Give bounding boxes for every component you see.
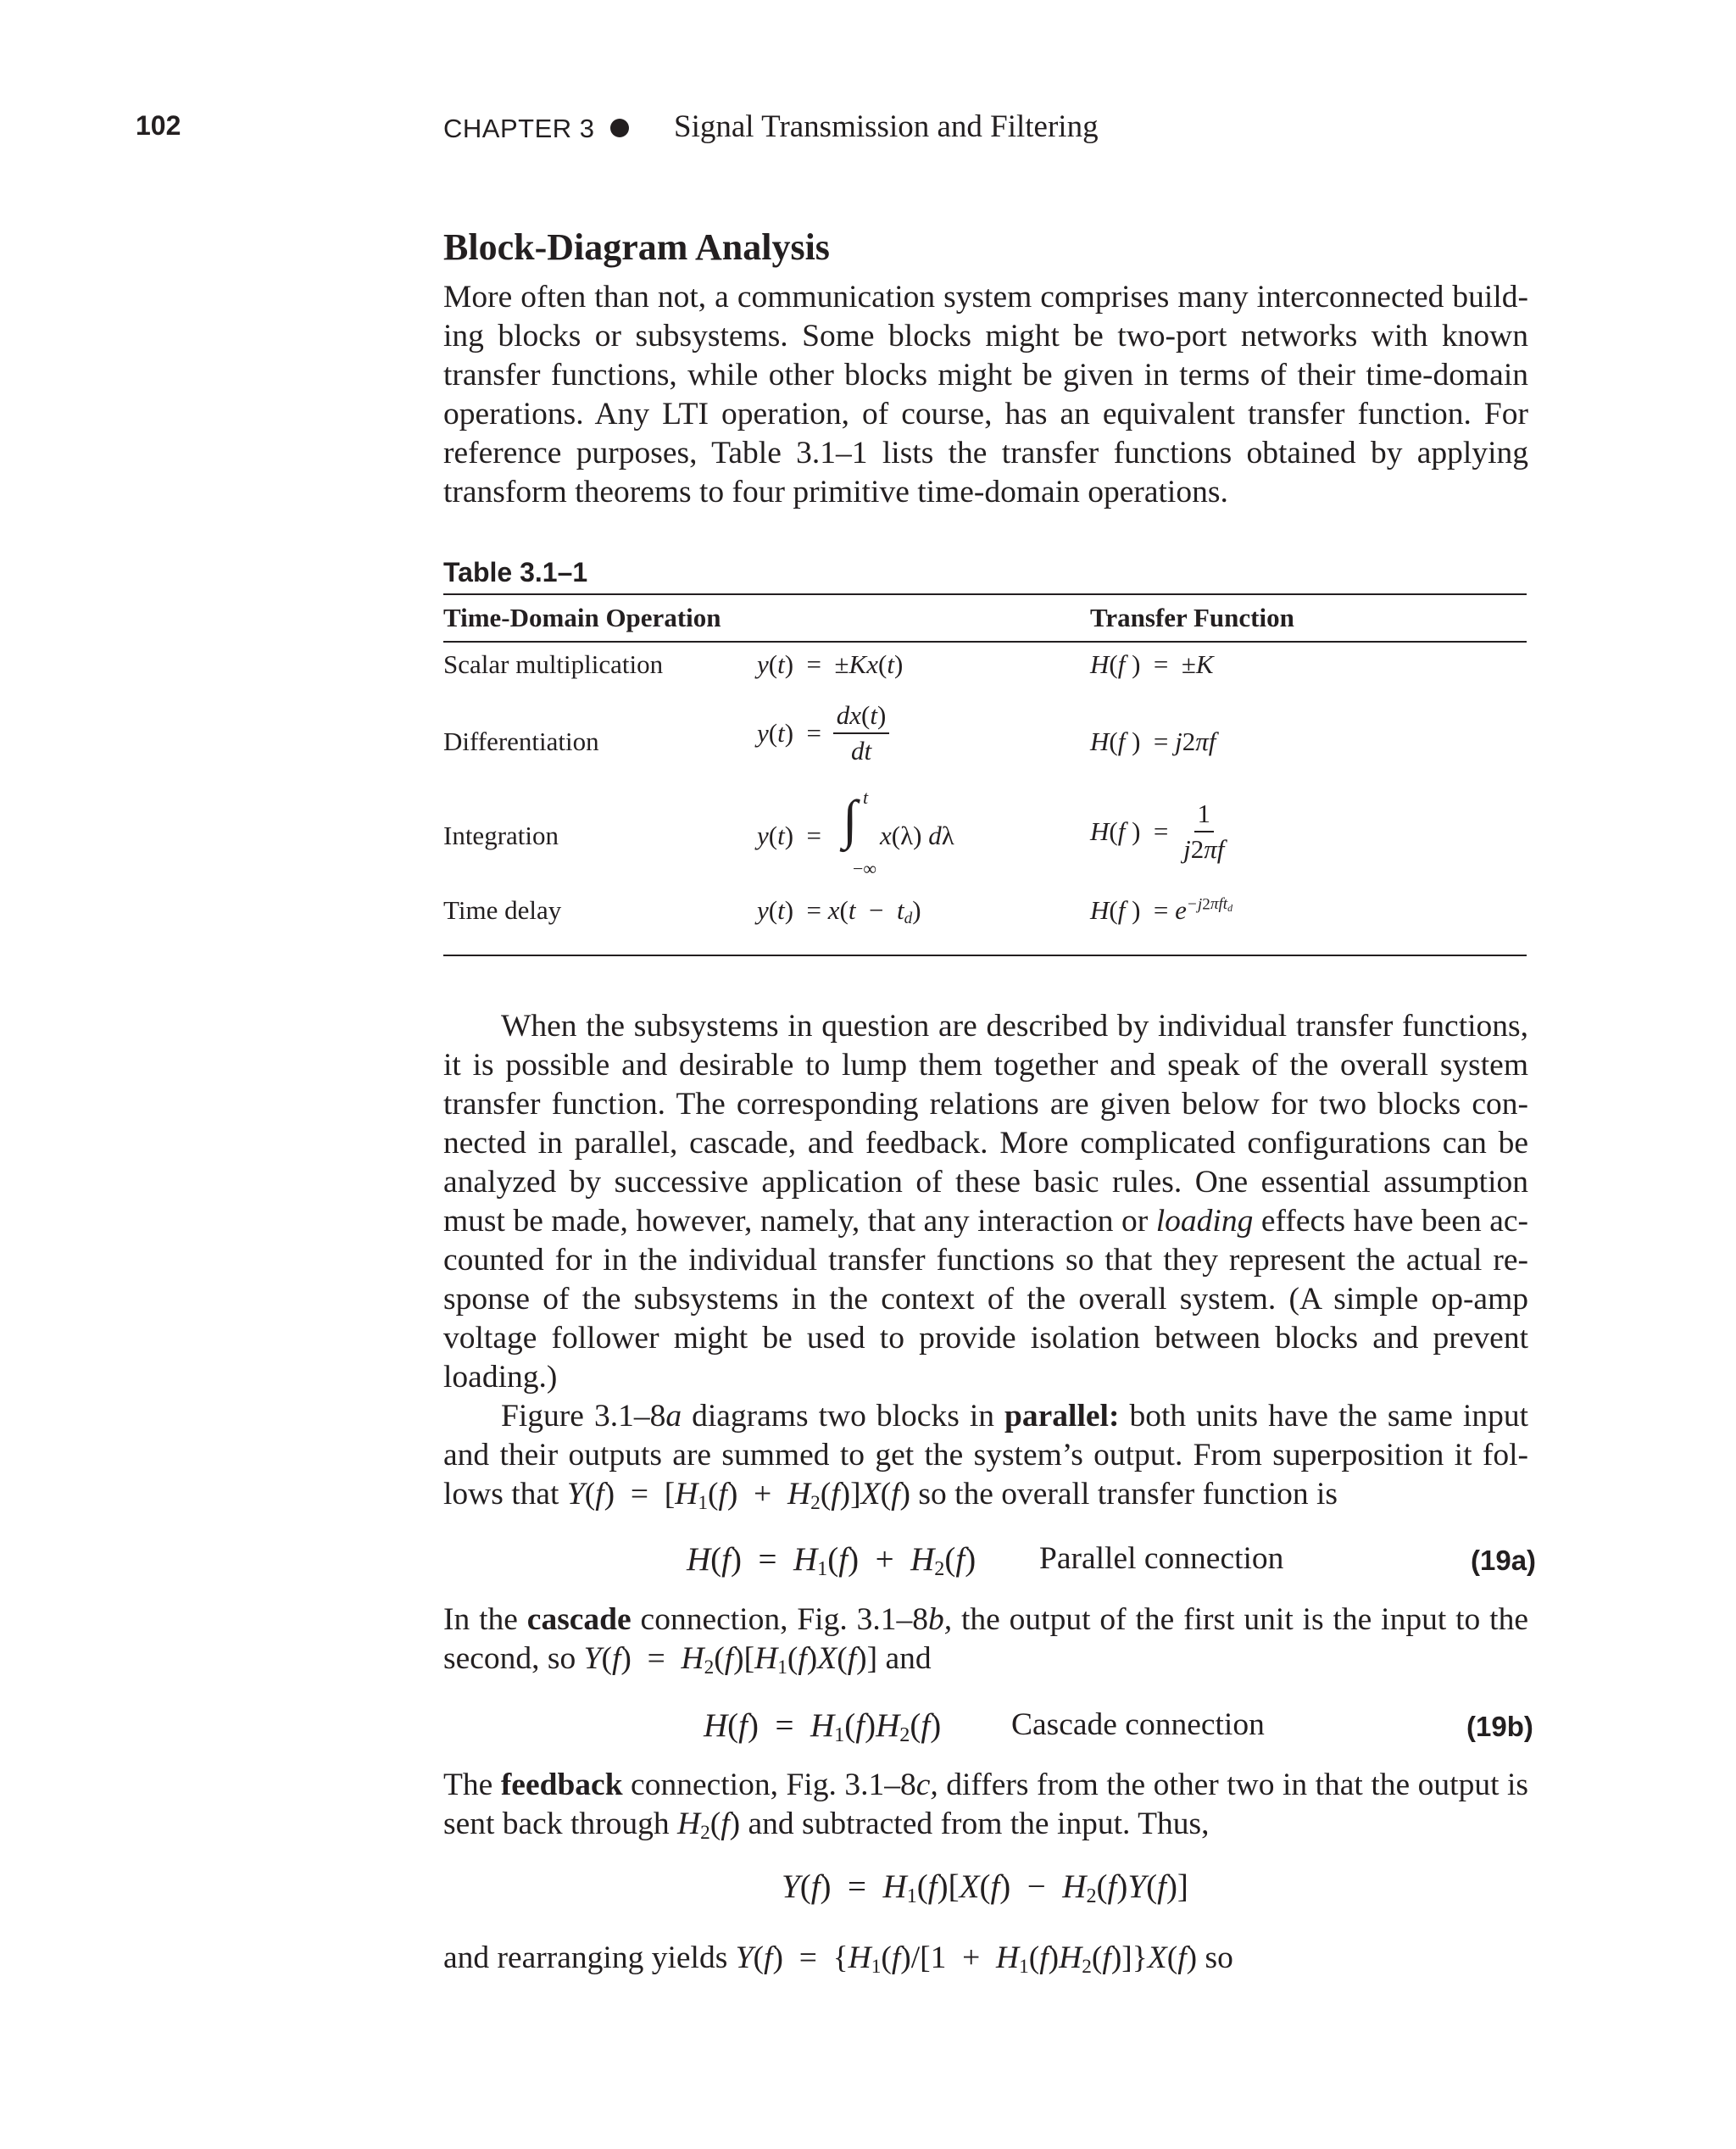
text-line: lows that $Y(f) = [H_1(f) + H_2(f)]X(f)$ so the overall transfer function is — [443, 1477, 1338, 1514]
equation-19a: $H(f) = H_1(f) + H_2(f)$ — [687, 1541, 976, 1581]
table-cell-transfer: H(f ) = $\frac{1}{j2\pi f}$ — [1090, 799, 1225, 864]
section-title: Block-Diagram Analysis — [443, 226, 830, 268]
table-cell-transfer: H(f ) = j2πf — [1090, 727, 1216, 756]
text-line: transfer function. The corresponding relations are given below for two blocks con- — [443, 1087, 1528, 1122]
table-cell-transfer: H(f ) = $e^{-j2\pi ft_d}$ — [1090, 895, 1233, 925]
text-line: voltage follower might be used to provide isolation between blocks and prevent — [443, 1321, 1528, 1356]
text-line: reference purposes, Table 3.1–1 lists the transfer functions obtained by applying — [443, 436, 1528, 470]
text-line: The feedback connection, Fig. 3.1–8c, differs from the other two in that the output is — [443, 1768, 1529, 1802]
text-line: counted for in the individual transfer functions so that they represent the actual re- — [443, 1243, 1528, 1278]
body-paragraph — [443, 1939, 1528, 1978]
table-cell-time-domain: y(t) = $\frac{dx(t)}{dt}$ — [757, 700, 894, 766]
table-header-operation: Time-Domain Operation — [443, 603, 721, 632]
text-line: it is possible and desirable to lump them together and speak of the overall system — [443, 1048, 1528, 1083]
equation-19b: $H(f) = H_1(f)H_2(f)$ — [704, 1707, 942, 1747]
bullet-icon — [610, 119, 629, 137]
text-line: sent back through $H_2(f)$ and subtracted from the input. Thus, — [443, 1807, 1210, 1844]
integral-expression: ∫ t −∞ x(λ) dλ — [843, 787, 954, 879]
text-line: and their outputs are summed to get the system’s output. From superposition it fol- — [443, 1438, 1528, 1473]
text-line: When the subsystems in question are described by individual transfer functions, — [501, 1009, 1528, 1044]
table-bottom-rule — [443, 955, 1527, 956]
table-cell-operation: Scalar multiplication — [443, 649, 664, 679]
page-number: 102 — [136, 110, 181, 141]
equation-19b-tag: (19b) — [1466, 1711, 1533, 1742]
text-line: nected in parallel, cascade, and feedback. More complicated configurations can be — [443, 1126, 1528, 1161]
text-line: In the cascade connection, Fig. 3.1–8b, the output of the first unit is the input to the — [443, 1602, 1528, 1637]
chapter-label: CHAPTER 3 — [443, 114, 595, 143]
body-paragraph — [443, 1007, 1528, 1397]
text-line: More often than not, a communication system comprises many interconnected build- — [443, 280, 1528, 315]
text-line: ing blocks or subsystems. Some blocks might be two-port networks with known — [443, 319, 1528, 354]
table-cell-time-domain: $y(t) = x(t - t_d)$ — [757, 895, 921, 927]
body-paragraph — [443, 1766, 1528, 1844]
equation-19b-label: Cascade connection — [1011, 1707, 1265, 1742]
text-line: operations. Any LTI operation, of course, has an equivalent transfer function. For — [443, 397, 1528, 431]
text-line: transfer functions, while other blocks might be given in terms of their time-domain — [443, 358, 1528, 392]
table-cell-operation: Differentiation — [443, 727, 599, 756]
body-paragraph — [443, 1397, 1528, 1514]
table-top-rule — [443, 593, 1527, 595]
text-line: analyzed by successive application of these basic rules. One essential assumption — [443, 1165, 1528, 1200]
table-cell-time-domain: y(t) = ±Kx(t) — [757, 649, 904, 679]
text-line: sponse of the subsystems in the context of the overall system. (A simple op-amp — [443, 1282, 1528, 1317]
text-line: Figure 3.1–8a diagrams two blocks in parallel: both units have the same input — [501, 1399, 1528, 1434]
table-cell-transfer: H(f ) = ±K — [1090, 649, 1214, 679]
table-caption: Table 3.1–1 — [443, 557, 588, 587]
table-cell-time-domain: y(t) = — [757, 821, 822, 850]
table-cell-operation: Integration — [443, 821, 559, 850]
chapter-title: Signal Transmission and Filtering — [674, 109, 1099, 144]
equation-feedback: $Y(f) = H_1(f)[X(f) - H_2(f)Y(f)]$ — [782, 1868, 1188, 1908]
text-line: second, so $Y(f) = H_2(f)[H_1(f)X(f)]$ and — [443, 1641, 932, 1679]
table-header-rule — [443, 641, 1527, 643]
table-cell-operation: Time delay — [443, 895, 562, 925]
text-line: transform theorems to four primitive time-domain operations. — [443, 475, 1228, 509]
text-line: loading.) — [443, 1360, 558, 1395]
equation-19a-label: Parallel connection — [1039, 1541, 1284, 1576]
text-line: must be made, however, namely, that any interaction or loading effects have been ac- — [443, 1204, 1529, 1239]
table-header-transfer: Transfer Function — [1090, 603, 1294, 632]
text-line: and rearranging yields $Y(f) = \{H_1(f)/[1 + H_1(f)H_2(f)]\}X(f)$ so — [443, 1940, 1233, 1978]
intro-paragraph — [443, 278, 1528, 512]
equation-19a-tag: (19a) — [1471, 1545, 1537, 1576]
body-paragraph — [443, 1601, 1528, 1679]
